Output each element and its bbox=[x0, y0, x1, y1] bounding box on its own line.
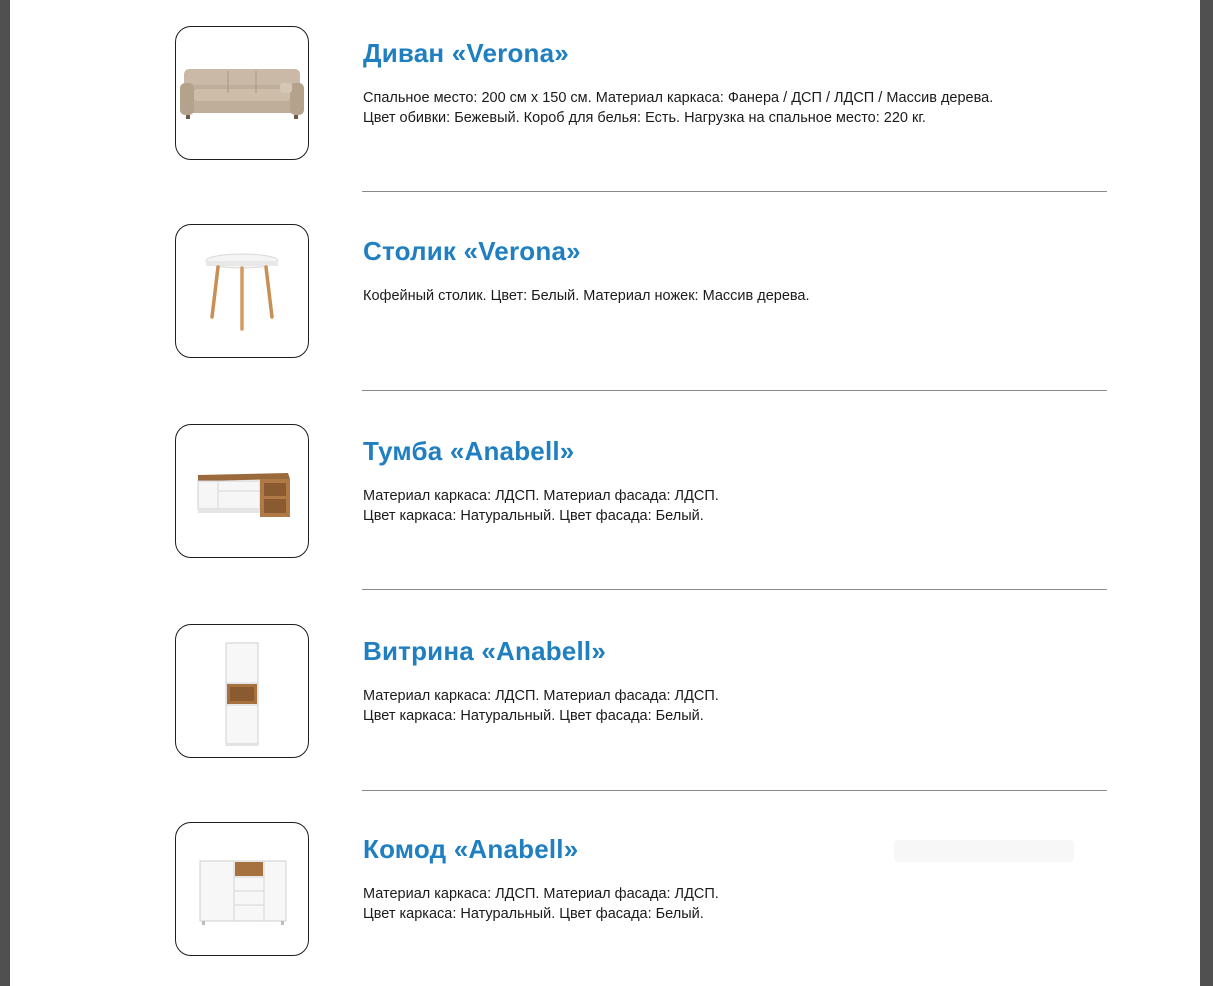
dresser-image bbox=[176, 823, 308, 955]
product-item-sofa-verona bbox=[10, 26, 1200, 166]
product-title[interactable]: Витрина «Anabell» bbox=[363, 636, 606, 666]
description-line: Кофейный столик. Цвет: Белый. Материал ножек: Массив дерева. bbox=[363, 288, 810, 304]
item-divider bbox=[362, 390, 1107, 391]
product-thumbnail[interactable] bbox=[175, 224, 309, 358]
item-divider bbox=[362, 589, 1107, 590]
product-item-tumba-anabell bbox=[10, 424, 1200, 564]
tv-stand-image bbox=[176, 425, 308, 557]
product-description bbox=[363, 89, 993, 128]
description-line: Спальное место: 200 см х 150 см. Материал каркаса: Фанера / ДСП / ЛДСП / Массив дерева. bbox=[363, 90, 994, 106]
product-title[interactable]: Диван «Verona» bbox=[363, 38, 569, 68]
description-line: Материал каркаса: ЛДСП. Материал фасада: ЛДСП. bbox=[363, 488, 719, 504]
product-title[interactable]: Столик «Verona» bbox=[363, 236, 581, 266]
product-description bbox=[363, 885, 719, 924]
description-line: Материал каркаса: ЛДСП. Материал фасада: ЛДСП. bbox=[363, 886, 719, 902]
product-description bbox=[363, 687, 719, 726]
watermark-logo bbox=[890, 830, 1080, 870]
product-title[interactable]: Тумба «Anabell» bbox=[363, 436, 575, 466]
product-thumbnail[interactable] bbox=[175, 822, 309, 956]
product-description bbox=[363, 487, 719, 526]
product-thumbnail[interactable] bbox=[175, 624, 309, 758]
description-line: Цвет каркаса: Натуральный. Цвет фасада: Белый. bbox=[363, 707, 704, 724]
description-line: Материал каркаса: ЛДСП. Материал фасада: ЛДСП. bbox=[363, 688, 719, 704]
product-thumbnail[interactable] bbox=[175, 26, 309, 160]
product-description bbox=[363, 287, 810, 307]
product-title[interactable]: Комод «Anabell» bbox=[363, 834, 579, 864]
catalog-page bbox=[10, 0, 1200, 986]
description-line: Цвет обивки: Бежевый. Короб для белья: Есть. Нагрузка на спальное место: 220 кг. bbox=[363, 109, 926, 126]
product-item-vitrina-anabell bbox=[10, 624, 1200, 764]
product-item-table-verona bbox=[10, 224, 1200, 364]
description-line: Цвет каркаса: Натуральный. Цвет фасада: Белый. bbox=[363, 507, 704, 524]
item-divider bbox=[362, 191, 1107, 192]
product-thumbnail[interactable] bbox=[175, 424, 309, 558]
sofa-image bbox=[176, 27, 308, 159]
item-divider bbox=[362, 790, 1107, 791]
coffee-table-image bbox=[176, 225, 308, 357]
description-line: Цвет каркаса: Натуральный. Цвет фасада: Белый. bbox=[363, 905, 704, 922]
display-cabinet-image bbox=[176, 625, 308, 757]
